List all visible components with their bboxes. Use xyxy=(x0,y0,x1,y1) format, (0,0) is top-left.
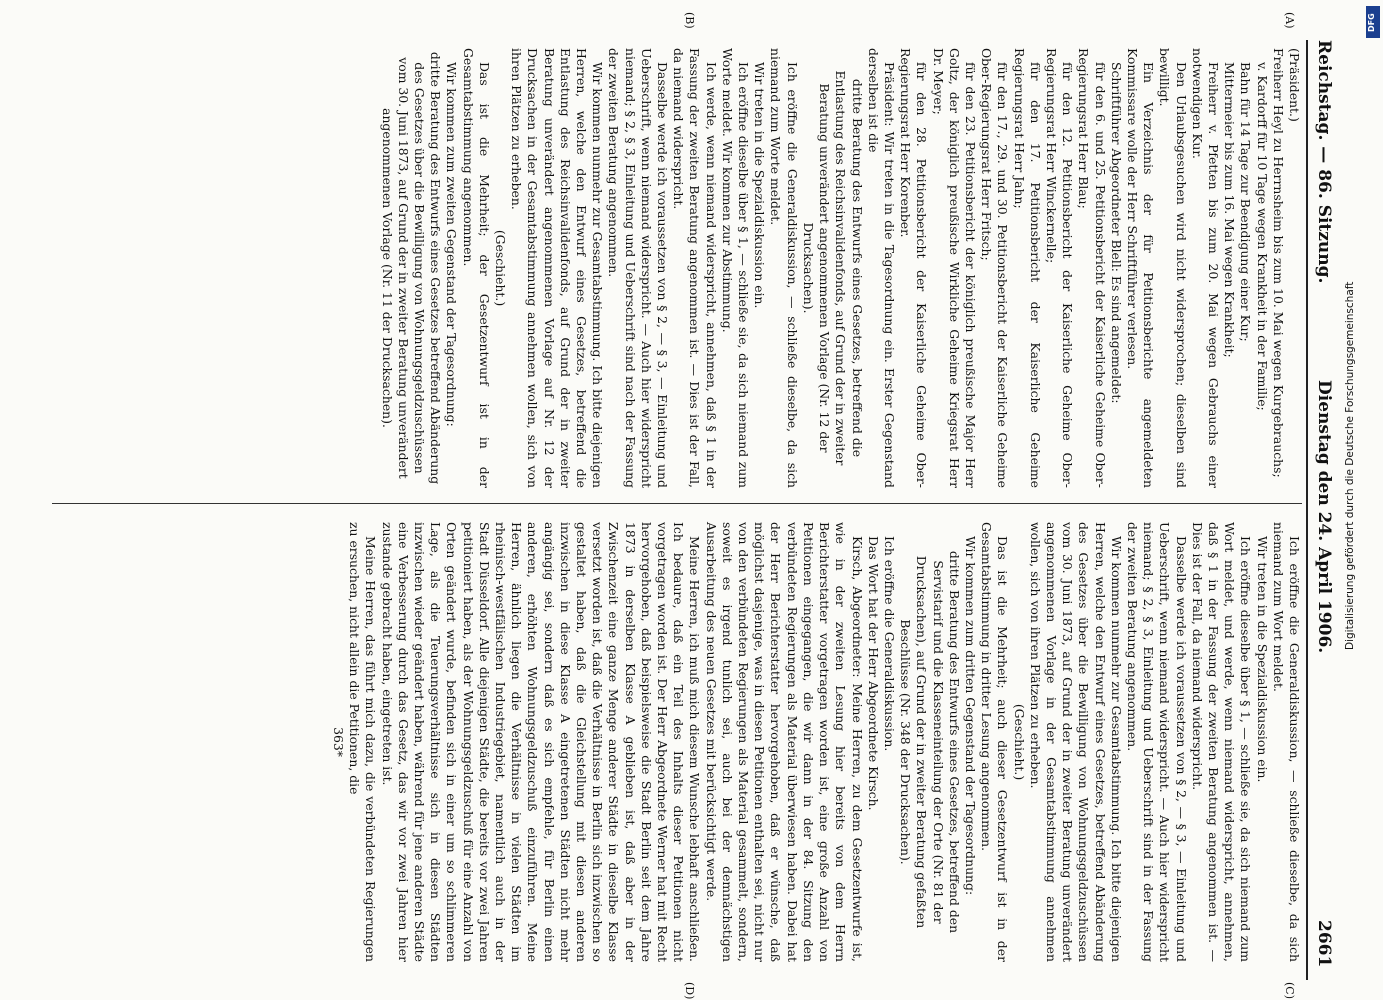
paragraph: 363* xyxy=(331,727,347,757)
paragraph: Schriftführer Abgeordneter Blell: Es sind angemeldet: xyxy=(1108,62,1124,404)
paragraph: Wir kommen nunmehr zur Gesamtabstimmung. Ich bitte diejenigen Herren, welche den Entwurf eines Gesetzes, betreffend Abänderung des Gesetzes über die Bewilligung von Wohnungsgeldzuschüssen vom 30. Juni 1873, auf Grund der in zweiter Beratung unverändert angenommenen Vorlage in der Gesamtabstimmung annehmen wollen, sich von ihren Plätzen zu erheben. xyxy=(1027,522,1124,962)
paragraph: Freiherr v. Pfetten bis zum 20. Mai wegen Gebrauchs einer notwendigen Kur. xyxy=(1189,48,1221,488)
paragraph: Wir kommen zum zweiten Gegenstand der Tagesordnung: xyxy=(444,62,460,427)
paragraph: Wir treten in die Spezialdiskussion ein. xyxy=(752,62,768,309)
paragraph: Meine Herren, ich muß mich diesem Wunsche lebhaft anschließen. Ich bedaure, daß ein Teil des Inhalts dieser Petitionen nicht vorgetragen worden ist. Der Herr Abgeordnete Werner hat mit Recht hervorgehoben, daß beispielsweise die Stadt Berlin seit dem Jahre 1873 in derselben Klasse A geblieben ist, daß aber in der Zwischenzeit eine ganze Menge anderer Städte in dieselbe Klasse versetzt worden ist, daß die Verhältnisse in Berlin sich inzwischen so gestaltet haben, daß die Gleichstellung mit diesen anderen inzwischen in diese Klasse A eingetretenen Städten nicht mehr angängig sei, sondern daß es sich empfehle, für Berlin einen anderen, erhöhten Wohnungsgeldzuschuß einzuführen. Meine Herren, ähnlich liegen die Verhältnisse in vielen Städten im rheinisch-westfälischen Industriegebiet, namentlich auch in der Stadt Düsseldorf. Alle diejenigen Städte, die bereits vor zwei Jahren petitioniert haben, als der Wohnungsgeldzuschuß für eine Anzahl von Orten geändert wurde, befinden sich in einer um so schlimmeren Lage, als die Teuerungsverhältnisse sich in diesen Städten inzwischen wieder geändert haben, während für jene anderen Städte eine Verbesserung durch das Gesetz, das wir vor zwei Jahren hier zustande gebracht haben, eingetreten ist. xyxy=(379,522,703,962)
page-number: 2661 xyxy=(1314,920,1334,968)
paragraph: Mittermeier bis zum 16. Mai wegen Krankheit; xyxy=(1222,62,1238,358)
paragraph: (Geschieht.) xyxy=(493,229,509,307)
header-date: Dienstag den 24. April 1906. xyxy=(1314,380,1334,654)
header-rule xyxy=(1306,40,1308,980)
column-divider xyxy=(52,503,1302,504)
paragraph: Dasselbe werde ich voraussetzen von § 2, — § 3, — Einleitung und Ueberschrift, wenn niemand widerspricht. — Auch hier widerspricht niemand; § 2, § 3, Einleitung und Ueberschrift sind in der Fassung der zweiten Beratung angenommen. xyxy=(1124,522,1189,962)
page-header xyxy=(1310,40,1336,980)
paragraph: für den 23. Petitionsbericht der königlich preußische Major Herr Goltz, der königlich preußische Wirkliche Geheime Kriegsrat Herr Dr. Meyer; xyxy=(930,48,978,488)
paragraph: Wir kommen zum dritten Gegenstand der Tagesordnung: xyxy=(962,536,978,896)
left-text-column xyxy=(378,48,1302,488)
paragraph: Ich werde, wenn niemand widerspricht, annehmen, daß § 1 in der Fassung der zweiten Beratung angenommen ist. — Dies ist der Fall, da niemand widerspricht. xyxy=(671,48,719,488)
paragraph: dritte Beratung des Entwurfs eines Gesetzes, betreffend den Servistarif und die Klasseneinteilung der Orte (Nr. 81 der Drucksachen), auf Grund der in zweiter Beratung gefaßten Beschlüsse (Nr. 348 der Drucksachen). xyxy=(898,550,962,934)
paragraph: für den 28. Petitionsbericht der Kaiserliche Geheime Ober-Regierungsrat Herr Korenber. xyxy=(898,48,930,488)
paragraph: Meine Herren, das führt mich dazu, die verbündeten Regierungen zu ersuchen, nicht allein die Petitionen, die xyxy=(347,522,379,962)
paragraph: für den 12. Petitionsbericht der Kaiserliche Geheime Ober-Regierungsrat Herr Winckernelle; xyxy=(1043,48,1076,488)
paragraph: dritte Beratung des Entwurfs eines Gesetzes betreffend Abänderung des Gesetzes über die Bewilligung von Wohnungsgeldzuschüssen vom 30. Juni 1873, auf Grund der in zweiter Beratung unverändert angenommenen Vorlage (Nr. 11 der Drucksachen). xyxy=(379,51,444,485)
paragraph: Ich eröffne die Generaldiskussion. xyxy=(881,536,897,752)
margin-marker-c: (C) xyxy=(1283,982,1296,999)
paragraph: Ich eröffne die Generaldiskussion, — schließe dieselbe, da sich niemand zum Wort meldet. xyxy=(1270,522,1302,962)
paragraph: Das Wort hat der Herr Abgeordnete Kirsch. xyxy=(865,536,881,811)
margin-marker-a: (A) xyxy=(1283,12,1296,29)
paragraph: für den 6. und 25. Petitionsbericht der Kaiserliche Geheime Ober-Regierungsrat Herr Blau; xyxy=(1076,48,1108,488)
paragraph: Präsident: Wir treten in die Tagesordnung ein. Erster Gegenstand derselben ist die xyxy=(865,48,897,488)
paragraph: (Präsident.) xyxy=(1287,48,1302,122)
paragraph: Kirsch, Abgeordneter: Meine Herren, zu dem Gesetzentwurfe ist, wie in der zweiten Lesung hier bereits von dem Herrn Berichterstatter vorgetragen worden ist, eine große Anzahl von Petitionen eingegangen, die wir dann in der 84. Sitzung den verbündeten Regierungen als Material überwiesen haben. Dabei hat der Herr Berichterstatter hervorgehoben, daß er wünsche, daß möglichst dasjenige, was in diesen Petitionen enthalten sei, nicht nur von den verbündeten Regierungen als Material gesammelt, sondern, soweit es irgend tunlich sei, auch bei der demnächstigen Ausarbeitung des neuen Gesetzes mit berücksichtigt werde. xyxy=(703,522,865,962)
paragraph: für den 17., 29. und 30. Petitionsbericht der Kaiserliche Geheime Ober-Regierungsrat Herr Fritsch; xyxy=(979,48,1011,488)
paragraph: für den 17. Petitionsbericht der Kaiserliche Geheime Regierungsrat Herr Jahn; xyxy=(1011,48,1043,488)
rotated-page-content xyxy=(46,12,1336,1000)
paragraph: Ich eröffne die Generaldiskussion, — schließe dieselbe, da sich niemand zum Worte meldet. xyxy=(768,48,800,488)
margin-marker-b: (B) xyxy=(683,12,696,29)
paragraph: Den Urlaubsgesuchen wird nicht widersprochen; dieselben sind bewilligt. xyxy=(1157,48,1189,488)
paragraph: Freiherr Heyl zu Herrnsheim bis zum 10. Mai wegen Kurgebrauchs; xyxy=(1270,48,1286,478)
paragraph: dritte Beratung des Entwurfs eines Gesetzes, betreffend die Entlastung des Reichsinvalidenfonds, auf Grund der in zweiter Beratung unverändert angenommenen Vorlage (Nr. 12 der Drucksachen). xyxy=(800,70,865,466)
paragraph: Dasselbe werde ich voraussetzen von § 2, — § 3, — Einleitung und Ueberschrift, wenn niemand widerspricht. — Auch hier widerspricht niemand; § 2, § 3, Einleitung und Ueberschrift sind nach der Fassung der zweiten Beratung angenommen. xyxy=(606,48,671,488)
paragraph: Ich eröffne dieselbe über § 1, — schließe sie, da sich niemand zum Worte meldet. Wir kommen zur Abstimmung. xyxy=(719,48,752,488)
paragraph: Ich eröffne dieselbe über § 1, — schließe sie, da sich niemand zum Wort meldet, und werde, wenn niemand widerspricht, annehmen, daß § 1 in der Fassung der zweiten Beratung angenommen ist. — Dies ist der Fall, da niemand widerspricht. xyxy=(1189,522,1254,962)
paragraph: Wir treten in die Spezialdiskussion ein. xyxy=(1254,536,1270,783)
right-text-column xyxy=(330,522,1302,962)
paragraph: Ein Verzeichnis der für Petitionsberichte angemeldeten Kommissare wolle der Herr Schriftführer verlesen. xyxy=(1124,48,1157,488)
header-left: Reichstag. — 86. Sitzung. xyxy=(1314,40,1334,284)
digitization-note: Digitalisierung gefördert durch die Deutsche Forschungsgemeinschaft xyxy=(1344,281,1356,650)
paragraph: Das ist die Mehrheit; auch dieser Gesetzentwurf ist in der Gesamtabstimmung in dritter Lesung angenommen. xyxy=(979,522,1011,962)
paragraph: (Geschieht.) xyxy=(1011,703,1027,781)
paragraph: Bahn für 14 Tage zur Beendigung einer Kur; xyxy=(1238,62,1254,342)
margin-marker-d: (D) xyxy=(683,982,696,1000)
paragraph: Wir kommen nunmehr zur Gesamtabstimmung. Ich bitte diejenigen Herren, welche den Entwurf eines Gesetzes, betreffend die Entlastung des Reichsinvalidenfonds, auf Grund der in zweiter Beratung unverändert angenommenen Vorlage auf Nr. 12 der Drucksachen in der Gesamtabstimmung annehmen wollen, sich von ihren Plätzen zu erheben. xyxy=(509,48,606,488)
paragraph: Das ist die Mehrheit; der Gesetzentwurf ist in der Gesamtabstimmung angenommen. xyxy=(460,48,492,488)
dfg-logo: DFG xyxy=(1366,6,1380,38)
paragraph: v. Kardorff für 10 Tage wegen Krankheit in der Familie; xyxy=(1254,62,1270,411)
